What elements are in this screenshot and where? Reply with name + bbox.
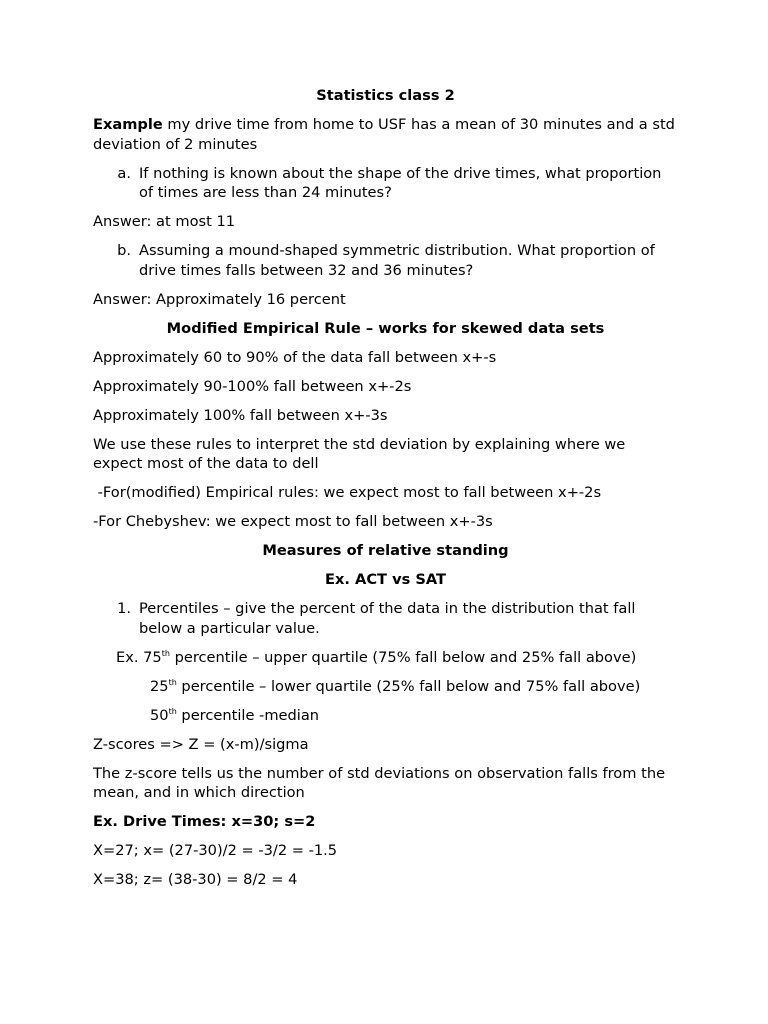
empirical-heading: Modified Empirical Rule – works for skewed data sets (166, 319, 605, 337)
relative-heading: Measures of relative standing (262, 542, 509, 559)
answer-b: Answer: Approximately 16 percent (93, 290, 346, 308)
question-b-text: Assuming a mound-shaped symmetric distribution. What proportion of drive times falls between 32 and 36 minutes? (139, 242, 655, 279)
example-label: Example (93, 116, 163, 133)
list-marker: 1. (117, 600, 131, 617)
page-title: Statistics class 2 (316, 87, 455, 104)
chebyshev-note: -For Chebyshev: we expect most to fall between x+-3s (93, 513, 493, 530)
calculation-1: X=27; x= (27-30)/2 = -3/2 = -1.5 (93, 842, 338, 859)
example-paragraph (93, 115, 678, 154)
act-sat-heading: Ex. ACT vs SAT (325, 571, 446, 588)
question-a (93, 164, 678, 203)
example-text: my drive time from home to USF has a mean of 30 minutes and a std deviation of 2 minutes (93, 116, 675, 153)
interpret-paragraph: We use these rules to interpret the std deviation by explaining where we expect most of the data to dell (93, 435, 626, 472)
question-b (93, 241, 678, 280)
list-marker: a. (117, 164, 131, 182)
percentile-75: Ex. 75th percentile – upper quartile (75% fall below and 25% fall above) (116, 648, 637, 666)
rule-3: Approximately 100% fall between x+-3s (93, 406, 388, 424)
calculation-2: X=38; z= (38-30) = 8/2 = 4 (93, 871, 298, 888)
document-body (93, 86, 678, 899)
zscore-formula: Z-scores => Z = (x-m)/sigma (93, 735, 309, 753)
rule-2: Approximately 90-100% fall between x+-2s (93, 377, 412, 395)
percentiles-item (93, 599, 678, 638)
drive-times-heading: Ex. Drive Times: x=30; s=2 (93, 813, 316, 830)
percentile-50: 50th percentile -median (150, 706, 320, 724)
empirical-note: -For(modified) Empirical rules: we expect most to fall between x+-2s (93, 484, 602, 501)
percentile-25: 25th percentile – lower quartile (25% fall below and 75% fall above) (150, 677, 641, 695)
answer-a: Answer: at most 11 (93, 213, 236, 230)
question-a-text: If nothing is known about the shape of the drive times, what proportion of times are less than 24 minutes? (139, 164, 662, 201)
zscore-explanation: The z-score tells us the number of std deviations on observation falls from the mean, and in which direction (93, 764, 666, 801)
list-marker: b. (117, 242, 131, 259)
percentiles-text: Percentiles – give the percent of the data in the distribution that fall below a particular value. (139, 600, 636, 637)
rule-1: Approximately 60 to 90% of the data fall between x+-s (93, 348, 497, 366)
